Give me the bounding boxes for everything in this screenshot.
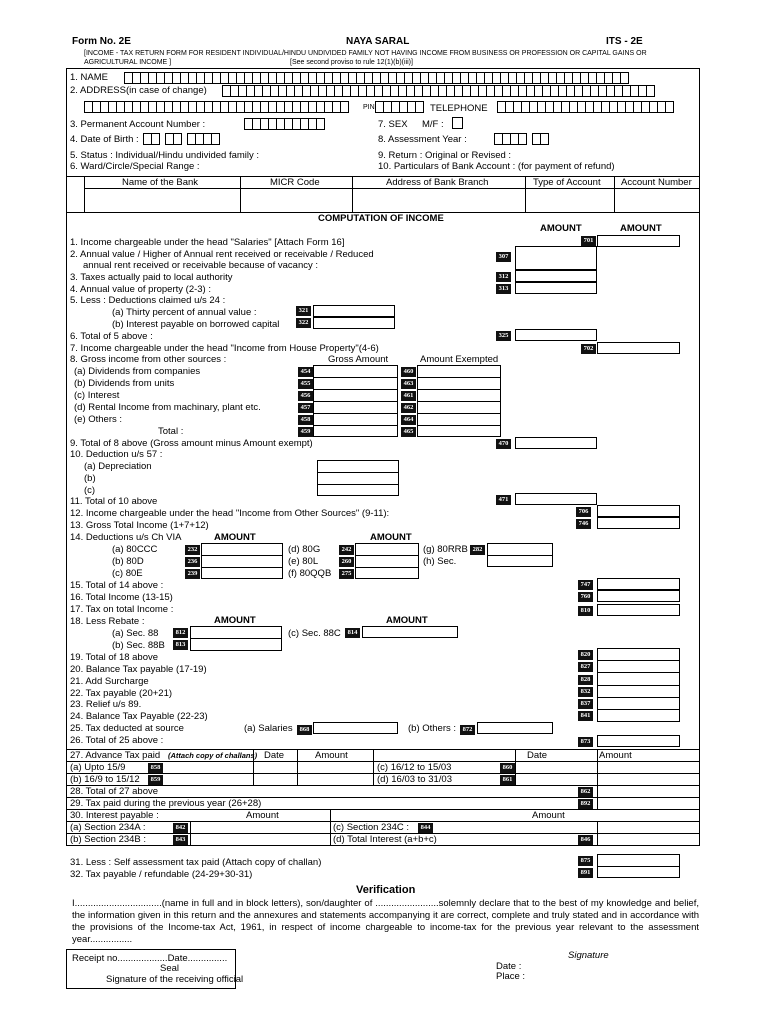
tds-others: (b) Others :: [408, 723, 457, 734]
field-470[interactable]: [515, 437, 597, 449]
line-2b: annual rent received or receivable because of vacancy :: [83, 260, 318, 271]
receiving-official-signature: Signature of the receiving official: [106, 974, 244, 985]
pin-cells[interactable]: [375, 101, 423, 113]
bank-name-field[interactable]: [84, 189, 241, 213]
code-747: 747: [578, 580, 593, 590]
form-title: NAYA SARAL: [346, 36, 410, 47]
line-27: 27. Advance Tax paid: [70, 750, 161, 761]
line-20: 20. Balance Tax payable (17-19): [70, 664, 207, 675]
sex-box[interactable]: [452, 117, 463, 129]
attach-challans-note: (Attach copy of challans): [168, 751, 258, 760]
account-type-field[interactable]: [525, 189, 615, 213]
code-307: 307: [496, 252, 511, 262]
interest-amount-header-1: Amount: [246, 810, 279, 821]
code-832: 832: [578, 687, 593, 697]
code-861: 861: [500, 775, 515, 785]
field-868[interactable]: [313, 722, 398, 734]
adv-16-03-to-31-03: (d) 16/03 to 31/03: [377, 774, 452, 785]
interest-amount-header-2: Amount: [532, 810, 565, 821]
code-471: 471: [496, 495, 511, 505]
field-702[interactable]: [597, 342, 680, 354]
field-760[interactable]: [597, 590, 680, 602]
address-cells-2[interactable]: [84, 101, 348, 113]
code-842: 842: [173, 823, 188, 833]
via-amount-header-1: AMOUNT: [214, 532, 256, 543]
line-13: 13. Gross Total Income (1+7+12): [70, 520, 209, 531]
deduction-57-column[interactable]: [317, 460, 399, 496]
date-label: Date :: [496, 961, 522, 972]
code-322: 322: [296, 318, 311, 328]
code-462: 462: [401, 403, 416, 413]
section-234a: (a) Section 234A :: [70, 822, 146, 833]
line-10a: (a) Depreciation: [84, 461, 152, 472]
ded-80rrb: (g) 80RRB: [423, 544, 468, 555]
code-892: 892: [578, 799, 593, 809]
pan-label: 3. Permanent Account Number :: [70, 119, 206, 130]
code-312: 312: [496, 272, 511, 282]
line-12: 12. Income chargeable under the head "Income from Other Sources" (9-11):: [70, 508, 390, 519]
code-454: 454: [298, 367, 313, 377]
account-number-field[interactable]: [614, 189, 700, 213]
code-891: 891: [578, 868, 593, 878]
micr-header: MICR Code: [270, 177, 320, 188]
line-32: 32. Tax payable / refundable (24-29+30-31): [70, 869, 253, 880]
return-label: 9. Return : Original or Revised :: [378, 150, 512, 161]
line-24: 24. Balance Tax Payable (22-23): [70, 711, 208, 722]
pan-cells[interactable]: [244, 118, 324, 130]
code-862: 862: [578, 787, 593, 797]
code-702: 702: [581, 344, 596, 354]
line-8d: (d) Rental Income from machinary, plant etc.: [74, 402, 261, 413]
address-label: 2. ADDRESS(in case of change): [70, 85, 207, 96]
field-746[interactable]: [597, 517, 680, 529]
field-873[interactable]: [597, 735, 680, 747]
code-232: 232: [185, 545, 200, 555]
code-875: 875: [578, 856, 593, 866]
code-239: 239: [185, 569, 200, 579]
code-260: 260: [339, 557, 354, 567]
code-455: 455: [298, 379, 313, 389]
ded-80l: (e) 80L: [288, 556, 319, 567]
code-465: 465: [401, 427, 416, 437]
pin-label: PIN: [363, 104, 375, 111]
line-8-total: Total :: [158, 426, 184, 437]
code-843: 843: [173, 835, 188, 845]
line-25: 25. Tax deducted at source: [70, 723, 184, 734]
field-814[interactable]: [362, 626, 458, 638]
rebate-88c: (c) Sec. 88C: [288, 628, 341, 639]
bank-particulars-label: 10. Particulars of Bank Account : (for payment of refund): [378, 161, 615, 172]
code-813: 813: [173, 640, 188, 650]
ded-80g: (d) 80G: [288, 544, 321, 555]
code-872: 872: [460, 725, 475, 735]
code-868: 868: [297, 725, 312, 735]
code-820: 820: [578, 650, 593, 660]
line-5a: (a) Thirty percent of annual value :: [112, 307, 257, 318]
field-325[interactable]: [515, 329, 597, 341]
account-number-header: Account Number: [621, 177, 692, 188]
line-7: 7. Income chargeable under the head "Income from House Property"(4-6): [70, 343, 379, 354]
signature-label: Signature: [568, 950, 609, 961]
total-interest: (d) Total Interest (a+b+c): [333, 834, 437, 845]
branch-address-field[interactable]: [352, 189, 526, 213]
adv-upto-15-9: (a) Upto 15/9: [70, 762, 126, 773]
ded-80ccc: (a) 80CCC: [112, 544, 158, 555]
bank-name-header: Name of the Bank: [122, 177, 199, 188]
place-label: Place :: [496, 971, 526, 982]
code-461: 461: [401, 391, 416, 401]
line-10: 10. Deduction u/s 57 :: [70, 449, 163, 460]
code-459: 459: [298, 427, 313, 437]
line-15: 15. Total of 14 above :: [70, 580, 164, 591]
ward-label: 6. Ward/Circle/Special Range :: [70, 161, 200, 172]
line-2: 2. Annual value / Higher of Annual rent received or receivable / Reduced: [70, 249, 374, 260]
field-706[interactable]: [597, 505, 680, 517]
line-8: 8. Gross income from other sources :: [70, 354, 227, 365]
code-236: 236: [185, 557, 200, 567]
field-747[interactable]: [597, 578, 680, 590]
assessment-year-cells[interactable]: [494, 133, 548, 145]
line-5: 5. Less : Deductions claimed u/s 24 :: [70, 295, 226, 306]
code-275: 275: [339, 569, 354, 579]
field-701[interactable]: [597, 235, 680, 247]
code-827: 827: [578, 662, 593, 672]
line-19: 19. Total of 18 above: [70, 652, 159, 663]
branch-address-header: Address of Bank Branch: [386, 177, 489, 188]
name-label: 1. NAME: [70, 72, 109, 83]
account-type-header: Type of Account: [533, 177, 601, 188]
line-6: 6. Total of 5 above :: [70, 331, 153, 342]
code-701: 701: [581, 236, 596, 246]
field-312[interactable]: [515, 270, 597, 282]
receipt-line: Receipt no...................Date...............: [72, 953, 228, 964]
rebate-88b: (b) Sec. 88B: [112, 640, 165, 651]
code-846: 846: [578, 835, 593, 845]
line-30: 30. Interest payable :: [70, 810, 159, 821]
line-22: 22. Tax payable (20+21): [70, 688, 173, 699]
code-242: 242: [339, 545, 354, 555]
line-11: 11. Total of 10 above: [70, 496, 158, 507]
code-321: 321: [296, 306, 311, 316]
code-844: 844: [418, 823, 433, 833]
verification-declaration: I.................................(name in full and in block letters), son/daughter of ........................solemnly declare that to the best of my knowledge and belief, the information given in this return and the annexures and statements accompanying it are correct, complete and truly stated and in accordance with the provisions of the Income-tax Act, 1961, in respect of income chargeable to income-tax for the previous year relevant to the assessment year................: [72, 898, 699, 945]
adv-16-9-to-15-12: (b) 16/9 to 15/12: [70, 774, 140, 785]
line-9: 9. Total of 8 above (Gross amount minus Amount exempt): [70, 438, 313, 449]
via-column-1[interactable]: [201, 543, 283, 579]
rebate-88: (a) Sec. 88: [112, 628, 159, 639]
line-21: 21. Add Surcharge: [70, 676, 149, 687]
field-307[interactable]: [515, 246, 597, 270]
its-code: ITS - 2E: [606, 36, 643, 47]
code-313: 313: [496, 284, 511, 294]
field-313[interactable]: [515, 282, 597, 294]
ded-80d: (b) 80D: [112, 556, 144, 567]
code-760: 760: [578, 592, 593, 602]
adv-amount-header-1: Amount: [315, 750, 348, 761]
mf-label: M/F :: [422, 119, 444, 130]
code-860: 860: [500, 763, 515, 773]
adv-amount-header-2: Amount: [599, 750, 632, 761]
line-3: 3. Taxes actually paid to local authority: [70, 272, 233, 283]
code-746: 746: [576, 519, 591, 529]
code-812: 812: [173, 628, 188, 638]
line-8e: (e) Others :: [74, 414, 123, 425]
code-464: 464: [401, 415, 416, 425]
assessment-year-label: 8. Assessment Year :: [378, 134, 467, 145]
section-234c: (c) Section 234C :: [333, 822, 410, 833]
line-31: 31. Less : Self assessment tax paid (Attach copy of challan): [70, 857, 322, 868]
code-457: 457: [298, 403, 313, 413]
code-706: 706: [576, 507, 591, 517]
form-subtitle: [INCOME - TAX RETURN FORM FOR RESIDENT INDIVIDUAL/HINDU UNDIVIDED FAMILY NOT HAVING INCOME FROM BUSINESS OR PROFESSION OR CAPITAL GAINS OR: [84, 50, 647, 57]
field-810[interactable]: [597, 604, 680, 616]
status-label: 5. Status : Individual/Hindu undivided family :: [70, 150, 260, 161]
rebate-amount-header-1: AMOUNT: [214, 615, 256, 626]
code-810: 810: [578, 606, 593, 616]
telephone-label: TELEPHONE: [430, 103, 488, 114]
dob-cells[interactable]: [143, 133, 219, 145]
line-8b: (b) Dividends from units: [74, 378, 175, 389]
form-number: Form No. 2E: [72, 36, 131, 47]
code-873: 873: [578, 737, 593, 747]
line-17: 17. Tax on total Income :: [70, 604, 174, 615]
line-23: 23. Relief u/s 89.: [70, 699, 142, 710]
line-10b: (b): [84, 473, 96, 484]
verification-title: Verification: [356, 884, 416, 896]
rule-proviso: [See second proviso to rule 12(1)(b)(iii)]: [290, 59, 413, 66]
code-325: 325: [496, 331, 511, 341]
telephone-cells[interactable]: [497, 101, 673, 113]
line-28: 28. Total of 27 above: [70, 786, 159, 797]
field-322[interactable]: [313, 317, 395, 329]
code-282: 282: [470, 545, 485, 555]
field-872[interactable]: [477, 722, 553, 734]
computation-title: COMPUTATION OF INCOME: [318, 213, 444, 224]
dob-label: 4. Date of Birth :: [70, 134, 139, 145]
code-859: 859: [148, 775, 163, 785]
code-463: 463: [401, 379, 416, 389]
ded-80e: (c) 80E: [112, 568, 143, 579]
amount-exempted-header: Amount Exempted: [420, 354, 499, 365]
code-858: 858: [148, 763, 163, 773]
line-26: 26. Total of 25 above :: [70, 735, 164, 746]
micr-field[interactable]: [240, 189, 353, 213]
code-456: 456: [298, 391, 313, 401]
line-4: 4. Annual value of property (2-3) :: [70, 284, 211, 295]
line-1: 1. Income chargeable under the head "Salaries" [Attach Form 16]: [70, 237, 345, 248]
ded-80qqb: (f) 80QQB: [288, 568, 332, 579]
code-841: 841: [578, 711, 593, 721]
line-14: 14. Deductions u/s Ch VIA: [70, 532, 182, 543]
form-subtitle-2: AGRICULTURAL INCOME ]: [84, 59, 172, 66]
rebate-amount-header-2: AMOUNT: [386, 615, 428, 626]
line-8a: (a) Dividends from companies: [74, 366, 201, 377]
name-cells[interactable]: [124, 72, 628, 84]
amount-col-1: AMOUNT: [540, 223, 582, 234]
address-cells-1[interactable]: [222, 85, 654, 97]
sex-label: 7. SEX: [378, 119, 408, 130]
adv-16-12-to-15-03: (c) 16/12 to 15/03: [377, 762, 452, 773]
line-5b: (b) Interest payable on borrowed capital: [112, 319, 280, 330]
seal-label: Seal: [160, 963, 180, 974]
code-458: 458: [298, 415, 313, 425]
code-837: 837: [578, 699, 593, 709]
code-460: 460: [401, 367, 416, 377]
code-828: 828: [578, 675, 593, 685]
line-18: 18. Less Rebate :: [70, 616, 145, 627]
adv-date-header-2: Date: [527, 750, 548, 761]
gross-amount-header: Gross Amount: [328, 354, 389, 365]
field-471[interactable]: [515, 493, 597, 505]
ded-sec: (h) Sec.: [423, 556, 457, 567]
via-column-2[interactable]: [355, 543, 419, 579]
line-8c: (c) Interest: [74, 390, 120, 401]
line-10c: (c): [84, 485, 96, 496]
code-470: 470: [496, 439, 511, 449]
field-321[interactable]: [313, 305, 395, 317]
amount-col-2: AMOUNT: [620, 223, 662, 234]
tds-salaries: (a) Salaries: [244, 723, 293, 734]
code-814: 814: [345, 628, 360, 638]
section-234b: (b) Section 234B :: [70, 834, 147, 845]
via-amount-header-2: AMOUNT: [370, 532, 412, 543]
line-29: 29. Tax paid during the previous year (26+28): [70, 798, 262, 809]
adv-date-header-1: Date: [264, 750, 285, 761]
line-16: 16. Total Income (13-15): [70, 592, 173, 603]
